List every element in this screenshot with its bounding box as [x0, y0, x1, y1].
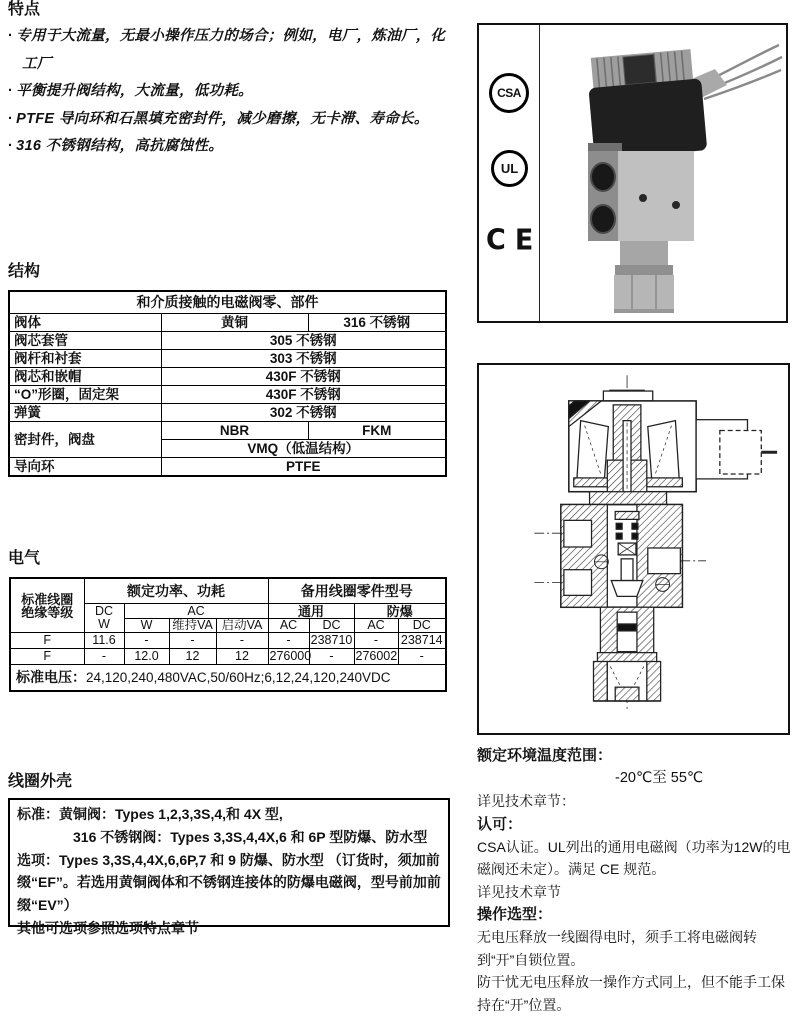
cell: F: [10, 633, 84, 649]
cell: 11.6: [84, 633, 124, 649]
cell-ac-header: AC: [124, 604, 268, 619]
cell: 12: [216, 649, 268, 665]
valve-cross-section-figure: [477, 363, 790, 735]
table-row: [10, 665, 446, 692]
structure-table-title: 和介质接触的电磁阀零、部件: [9, 291, 446, 314]
row-value: 430F 不锈钢: [161, 368, 446, 386]
table-row: [9, 332, 446, 350]
cell-ss316: 316 不锈钢: [308, 314, 446, 332]
structure-table: [8, 290, 447, 477]
approval-heading: 认可：: [477, 815, 523, 833]
feature-item: [8, 106, 456, 134]
feature-item: [8, 23, 456, 78]
operation-text: 无电压释放一线圈得电时，须手工将电磁阀转到“开”自锁位置。: [477, 929, 757, 968]
cell-sub-header: DC: [309, 619, 354, 633]
solenoid-valve-photo: [539, 25, 786, 321]
table-row: [10, 649, 446, 665]
cell-dc-w-header: [84, 604, 124, 633]
cell-vmq: VMQ（低温结构）: [161, 440, 446, 458]
approval-text: CSA认证。UL列出的通用电磁阀（功率为12W的电磁阀还未定）。满足 CE 规范。: [477, 838, 791, 877]
cell: 12.0: [124, 649, 169, 665]
row-label: 阀体: [9, 314, 161, 332]
cell: 276000: [269, 649, 312, 663]
coil-other-line: 其他可选项参照选项特点章节: [17, 919, 199, 936]
screw-dot: [639, 194, 647, 202]
feature-text: 专用于大流量，无最小操作压力的场合；例如，电厂，炼油厂，化工厂: [16, 28, 446, 72]
collar: [615, 265, 673, 275]
row-label: 导向环: [9, 458, 161, 477]
table-row: [10, 578, 446, 604]
cell-sub-header: AC: [268, 619, 309, 633]
cell: -: [124, 633, 169, 649]
cell: 276002: [355, 649, 398, 663]
certification-strip: [479, 25, 543, 321]
cell-power-header: 额定功率、功耗: [84, 578, 268, 604]
feature-text: 316 不锈钢结构，高抗腐蚀性。: [16, 138, 224, 154]
tech-note: 详见技术章节：: [477, 793, 575, 809]
row-value: PTFE: [161, 458, 446, 477]
operation-heading: 操作选型：: [477, 906, 553, 923]
cell-explosionproof-header: 防爆: [354, 604, 446, 619]
row-label: 阀芯和嵌帽: [9, 368, 161, 386]
electrical-table: [9, 577, 447, 692]
table-row: [9, 368, 446, 386]
port-hole-lower: [591, 205, 615, 233]
cell: -: [169, 633, 216, 649]
table-row: [9, 404, 446, 422]
cell: 12: [169, 649, 216, 665]
row-label: 阀芯套管: [9, 332, 161, 350]
cell: 238714: [398, 633, 446, 649]
cell: -: [268, 633, 309, 649]
coil-option-line: [17, 849, 441, 917]
cell: 238710: [310, 633, 353, 647]
standard-voltage-row: [10, 665, 446, 692]
cell: -: [398, 649, 446, 665]
cell-insulation-header: [10, 578, 84, 633]
standard-label: 标准：: [17, 806, 59, 822]
row-label: 密封件，阀盘: [9, 422, 161, 458]
table-row: [9, 386, 446, 404]
option-label: 选项：: [17, 851, 59, 868]
temp-range-heading: 额定环境温度范围：: [477, 747, 613, 764]
cell-general-header: 通用: [268, 604, 354, 619]
feature-item: [8, 133, 456, 161]
cell: -: [84, 649, 124, 665]
ul-logo-icon: UL: [491, 150, 528, 187]
table-row: [10, 633, 446, 649]
cell: -: [309, 649, 354, 665]
bullet-icon: ·: [8, 110, 14, 127]
electrical-heading: 电气: [8, 550, 41, 567]
valve-cross-section-diagram: [479, 365, 784, 729]
dc-line2: W: [98, 617, 110, 631]
tech-note: 详见技术章节: [477, 883, 561, 900]
features-list: [8, 23, 456, 161]
row-label: “O”形圈，固定架: [9, 386, 161, 404]
feature-text: 平衡提升阀结构，大流量，低功耗。: [16, 83, 253, 99]
dc-line1: DC: [94, 604, 114, 618]
row-label: 弹簧: [9, 404, 161, 422]
cross-section-drawing: [534, 375, 777, 709]
row-value: 303 不锈钢: [161, 350, 446, 368]
table-row: [9, 350, 446, 368]
features-heading: 特点: [8, 1, 41, 18]
bullet-icon: ·: [8, 83, 14, 99]
row-value: 302 不锈钢: [161, 404, 446, 422]
table-row: [9, 422, 446, 440]
coil-standard-line: [17, 803, 441, 826]
cell-sub-header: DC: [398, 619, 446, 633]
row-value: 430F 不锈钢: [161, 386, 446, 404]
voltage-value: 24,120,240,480VAC,50/60Hz;6,12,24,120,240VDC: [86, 670, 391, 685]
right-info-column: [477, 744, 797, 1016]
cell: -: [354, 633, 398, 649]
cell-sub-header: AC: [354, 619, 398, 633]
insulation-line2: 绝缘等级: [21, 604, 74, 620]
feature-text: PTFE 导向环和石黑填充密封件，减少磨擦，无卡滞、寿命长。: [16, 110, 429, 127]
cell-fkm: FKM: [308, 422, 446, 440]
option-text: Types 3,3S,4,4X,6,6P,7 和 9 防爆、防水型 （订货时，须加前缀“EF”。若选用黄铜阀体和不锈钢连接体的防爆电磁阀，型号前加前缀“EV”）: [17, 851, 441, 914]
insulation-line1: 标准线圈: [21, 591, 74, 607]
ce-mark-icon: CE: [486, 224, 543, 257]
voltage-label: 标准电压：: [16, 669, 86, 685]
operation-text: 防干忧无电压释放一操作方式同上，但不能手工保持在“开”位置。: [477, 974, 785, 1013]
row-value: 305 不锈钢: [161, 332, 446, 350]
standard-text: 黄铜阀：Types 1,2,3,3S,4,和 4X 型,: [59, 806, 283, 822]
csa-logo-icon: CSA: [489, 73, 529, 113]
table-row: [9, 291, 446, 314]
valve-photo-figure: [477, 23, 788, 323]
coil-standard-line2: 316 不锈钢阀：Types 3,3S,4,4X,6 和 6P 型防爆、防水型: [73, 828, 428, 845]
cell: -: [216, 633, 268, 649]
temp-range-value: -20℃至 55℃: [615, 770, 704, 786]
feature-item: [8, 78, 456, 106]
structure-heading: 结构: [8, 263, 41, 280]
cell-spare-header: 备用线圈零件型号: [268, 578, 446, 604]
cell-sub-header: 维持VA: [169, 619, 216, 633]
bullet-icon: ·: [8, 138, 14, 154]
bullet-icon: ·: [8, 28, 14, 44]
cell-nbr: NBR: [161, 422, 308, 440]
lower-neck: [620, 241, 668, 269]
cell-brass: 黄铜: [161, 314, 308, 332]
cell-sub-header: 启动VA: [216, 619, 268, 633]
port-hole-upper: [591, 163, 615, 191]
coil-housing-box: [8, 798, 450, 936]
cell: F: [10, 649, 84, 665]
hex-nut: [614, 275, 674, 313]
cell-sub-header: W: [124, 619, 169, 633]
row-label: 阀杆和衬套: [9, 350, 161, 368]
table-row: [9, 314, 446, 332]
screw-dot: [672, 201, 680, 209]
coil-housing-heading: 线圈外壳: [8, 773, 73, 790]
table-row: [9, 458, 446, 477]
